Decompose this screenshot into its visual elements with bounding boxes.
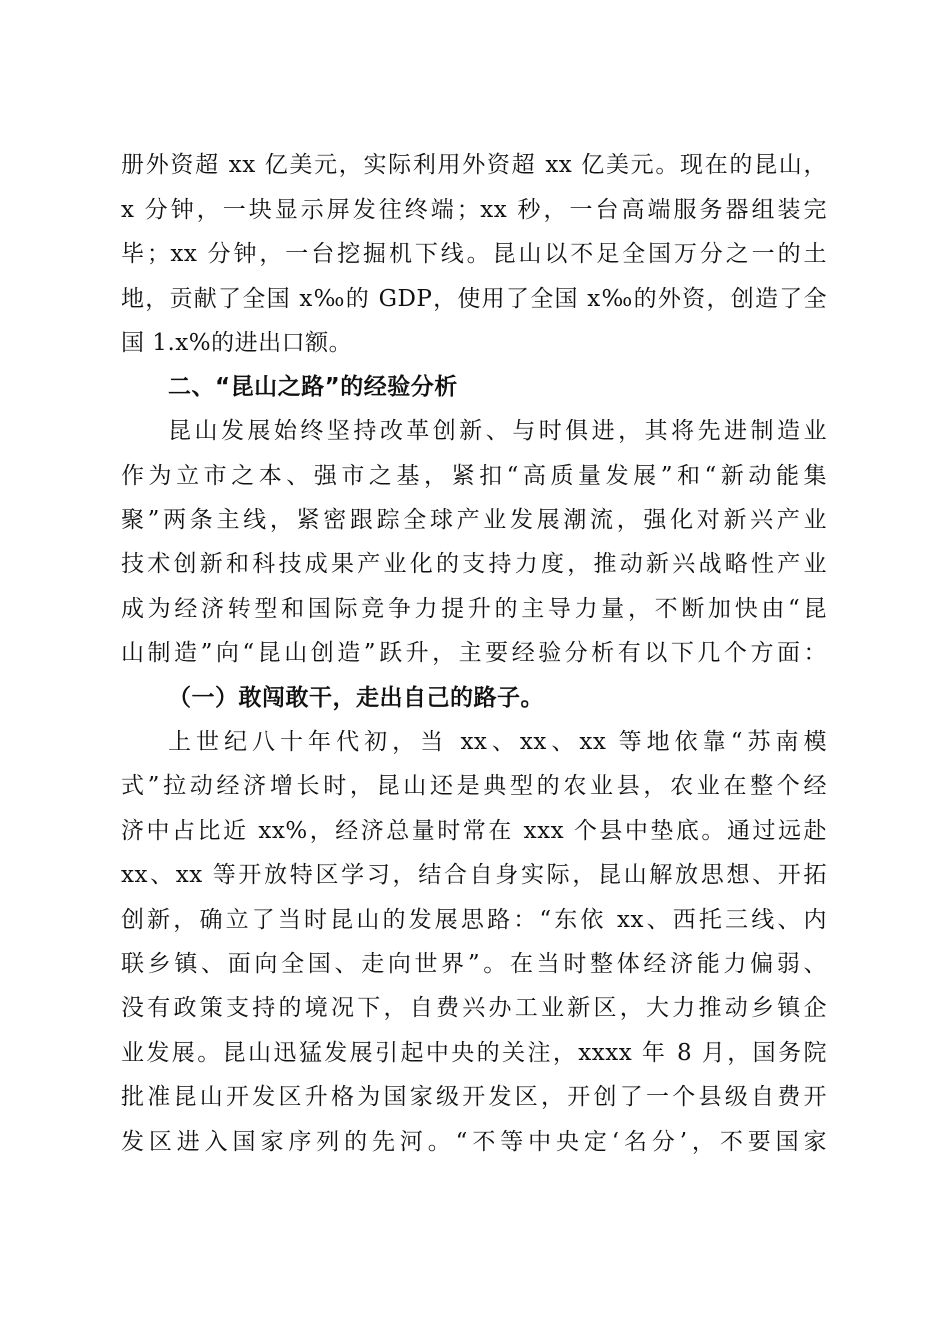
body-text-line: 创新，确立了当时昆山的发展思路：“东依 xx、西托三线、内 — [121, 907, 827, 933]
subsection-heading: （一）敢闯敢干，走出自己的路子。 — [168, 684, 544, 711]
body-text-line: 册外资超 xx 亿美元，实际利用外资超 xx 亿美元。现在的昆山， — [121, 152, 827, 178]
body-text-line: 没有政策支持的境况下，自费兴办工业新区，大力推动乡镇企 — [121, 995, 827, 1021]
body-text-line: 作为立市之本、强市之基，紧扣“高质量发展”和“新动能集 — [121, 463, 827, 489]
body-text-line: 发区进入国家序列的先河。“不等中央定‘名分’，不要国家 — [121, 1129, 827, 1155]
paragraph-first-line: 上世纪八十年代初，当 xx、xx、xx 等地依靠“苏南模 — [168, 729, 827, 755]
body-text-line: 联乡镇、面向全国、走向世界”。在当时整体经济能力偏弱、 — [121, 951, 827, 977]
body-text-line: x 分钟，一块显示屏发往终端；xx 秒，一台高端服务器组装完 — [121, 197, 827, 223]
paragraph-first-line: 昆山发展始终坚持改革创新、与时俱进，其将先进制造业 — [168, 418, 827, 444]
body-text-line: 地，贡献了全国 x‰的 GDP，使用了全国 x‰的外资，创造了全 — [121, 286, 827, 312]
body-text-line: 毕；xx 分钟，一台挖掘机下线。昆山以不足全国万分之一的土 — [121, 241, 827, 267]
section-heading: 二、“昆山之路”的经验分析 — [168, 374, 458, 400]
body-text-line: 业发展。昆山迅猛发展引起中央的关注，xxxx 年 8 月，国务院 — [121, 1040, 827, 1066]
body-text-line: 技术创新和科技成果产业化的支持力度，推动新兴战略性产业 — [121, 551, 827, 577]
body-text-line: 济中占比近 xx%，经济总量时常在 xxx 个县中垫底。通过远赴 — [121, 818, 827, 844]
body-text-line: 山制造”向“昆山创造”跃升，主要经验分析有以下几个方面： — [121, 640, 827, 666]
body-text-line: 国 1.x%的进出口额。 — [121, 330, 353, 356]
body-text-line: 聚”两条主线，紧密跟踪全球产业发展潮流，强化对新兴产业 — [121, 507, 827, 533]
body-text-line: 成为经济转型和国际竞争力提升的主导力量，不断加快由“昆 — [121, 596, 827, 622]
body-text-line: 批准昆山开发区升格为国家级开发区，开创了一个县级自费开 — [121, 1084, 827, 1110]
body-text-line: 式”拉动经济增长时，昆山还是典型的农业县，农业在整个经 — [121, 773, 827, 799]
body-text-line: xx、xx 等开放特区学习，结合自身实际，昆山解放思想、开拓 — [121, 862, 827, 888]
